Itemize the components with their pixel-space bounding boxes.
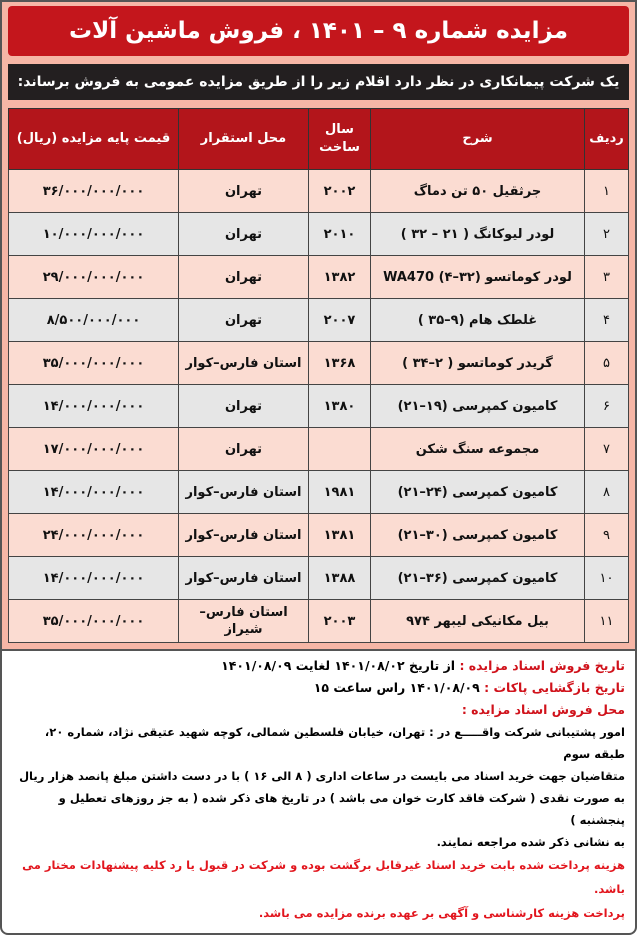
row-location: تهران xyxy=(179,428,309,471)
row-location: استان فارس–کوار xyxy=(179,557,309,600)
sale-date-value: از تاریخ ۱۴۰۱/۰۸/۰۲ لغایت ۱۴۰۱/۰۸/۰۹ xyxy=(221,658,456,673)
body-line: به نشانی ذکر شده مراجعه نمایند. xyxy=(436,835,625,849)
ad-title: مزایده شماره ۹ – ۱۴۰۱ ، فروش ماشین آلات xyxy=(8,6,629,56)
table-row xyxy=(9,342,629,385)
row-number: ۱۱ xyxy=(585,600,629,643)
row-location: استان فارس–کوار xyxy=(179,471,309,514)
row-price: ۲۹/۰۰۰/۰۰۰/۰۰۰ xyxy=(9,256,179,299)
table-row xyxy=(9,256,629,299)
row-number: ۷ xyxy=(585,428,629,471)
note-line: هزینه پرداخت شده بابت خرید اسناد غیرقابل برگشت بوده و شرکت در قبول یا رد کلیه پیشنهادات مختار می باشد. xyxy=(22,858,625,896)
row-description: لودر لیوکانگ ( ۲۱ – ۳۲ ) xyxy=(371,213,585,256)
row-number: ۳ xyxy=(585,256,629,299)
row-description: بیل مکانیکی لیبهر ۹۷۴ xyxy=(371,600,585,643)
row-year: ۱۳۸۸ xyxy=(309,557,371,600)
row-number: ۶ xyxy=(585,385,629,428)
table-row xyxy=(9,213,629,256)
row-year: ۱۳۸۲ xyxy=(309,256,371,299)
row-number: ۵ xyxy=(585,342,629,385)
row-description: جرثقیل ۵۰ تن دماگ xyxy=(371,170,585,213)
table-row xyxy=(9,600,629,643)
row-year: ۱۳۸۱ xyxy=(309,514,371,557)
info-section xyxy=(0,651,637,935)
header-price: قیمت پایه مزایده (ریال) xyxy=(9,109,179,170)
row-number: ۴ xyxy=(585,299,629,342)
row-number: ۹ xyxy=(585,514,629,557)
row-location: استان فارس–کوار xyxy=(179,514,309,557)
row-price: ۲۴/۰۰۰/۰۰۰/۰۰۰ xyxy=(9,514,179,557)
row-location: استان فارس–کوار xyxy=(179,342,309,385)
body-line: به صورت نقدی ( شرکت فاقد کارت خوان می باشد ) در تاریخ های ذکر شده ( به جز روزهای تعطیل و پنجشنبه ) xyxy=(58,791,625,827)
row-price: ۱۷/۰۰۰/۰۰۰/۰۰۰ xyxy=(9,428,179,471)
header-desc: شرح xyxy=(371,109,585,170)
row-price: ۳۵/۰۰۰/۰۰۰/۰۰۰ xyxy=(9,600,179,643)
row-year: ۲۰۰۷ xyxy=(309,299,371,342)
row-price: ۱۰/۰۰۰/۰۰۰/۰۰۰ xyxy=(9,213,179,256)
row-description: لودر کوماتسو WA470 (۴–۳۲) xyxy=(371,256,585,299)
table-row xyxy=(9,428,629,471)
table-row xyxy=(9,557,629,600)
row-location: استان فارس–شیراز xyxy=(179,600,309,643)
row-location: تهران xyxy=(179,170,309,213)
row-price: ۳۵/۰۰۰/۰۰۰/۰۰۰ xyxy=(9,342,179,385)
header-row: ردیف xyxy=(585,109,629,170)
row-year xyxy=(309,428,371,471)
row-price: ۸/۵۰۰/۰۰۰/۰۰۰ xyxy=(9,299,179,342)
row-description: کامیون کمپرسی (۳۶–۲۱) xyxy=(371,557,585,600)
row-year: ۲۰۰۲ xyxy=(309,170,371,213)
row-location: تهران xyxy=(179,299,309,342)
row-price: ۱۴/۰۰۰/۰۰۰/۰۰۰ xyxy=(9,557,179,600)
table-row xyxy=(9,299,629,342)
sale-date-label: تاریخ فروش اسناد مزایده : xyxy=(459,658,625,673)
row-description: کامیون کمپرسی (۳۰–۲۱) xyxy=(371,514,585,557)
note-line: پرداخت هزینه کارشناسی و آگهی بر عهده برنده مزایده می باشد. xyxy=(258,906,625,920)
row-description: کامیون کمپرسی (۲۴–۲۱) xyxy=(371,471,585,514)
intro-text: یک شرکت پیمانکاری در نظر دارد اقلام زیر را از طریق مزایده عمومی به فروش برساند: xyxy=(8,64,629,100)
body-line: امور پشتیبانی شرکت واقـــــع در : تهران، خیابان فلسطین شمالی، کوچه شهید عتیقی نژاد، شماره ۲۰، طبقه سوم xyxy=(44,725,625,761)
row-number: ۱ xyxy=(585,170,629,213)
row-location: تهران xyxy=(179,256,309,299)
row-location: تهران xyxy=(179,385,309,428)
row-number: ۲ xyxy=(585,213,629,256)
body-line: متقاضیان جهت خرید اسناد می بایست در ساعات اداری ( ۸ الی ۱۶ ) با در دست داشتن مبلغ پانصد هزار ریال xyxy=(19,769,625,783)
row-price: ۳۶/۰۰۰/۰۰۰/۰۰۰ xyxy=(9,170,179,213)
table-row xyxy=(9,471,629,514)
items-table xyxy=(8,108,629,643)
opening-label: تاریخ بازگشایی پاکات : xyxy=(484,680,625,695)
row-description: کامیون کمپرسی (۱۹–۲۱) xyxy=(371,385,585,428)
row-year: ۱۳۶۸ xyxy=(309,342,371,385)
place-label: محل فروش اسناد مزایده : xyxy=(461,702,625,717)
row-number: ۱۰ xyxy=(585,557,629,600)
table-header xyxy=(9,109,629,170)
row-year: ۱۹۸۱ xyxy=(309,471,371,514)
row-price: ۱۴/۰۰۰/۰۰۰/۰۰۰ xyxy=(9,471,179,514)
table-row xyxy=(9,170,629,213)
row-description: مجموعه سنگ شکن xyxy=(371,428,585,471)
row-price: ۱۴/۰۰۰/۰۰۰/۰۰۰ xyxy=(9,385,179,428)
row-description: غلطک هام (۹–۳۵ ) xyxy=(371,299,585,342)
row-description: گریدر کوماتسو ( ۲–۳۴ ) xyxy=(371,342,585,385)
opening-value: ۱۴۰۱/۰۸/۰۹ راس ساعت ۱۵ xyxy=(313,680,480,695)
row-location: تهران xyxy=(179,213,309,256)
row-number: ۸ xyxy=(585,471,629,514)
header-year: سال ساخت xyxy=(309,109,371,170)
table-row xyxy=(9,514,629,557)
row-year: ۲۰۰۳ xyxy=(309,600,371,643)
header-location: محل استقرار xyxy=(179,109,309,170)
row-year: ۱۳۸۰ xyxy=(309,385,371,428)
row-year: ۲۰۱۰ xyxy=(309,213,371,256)
table-row xyxy=(9,385,629,428)
